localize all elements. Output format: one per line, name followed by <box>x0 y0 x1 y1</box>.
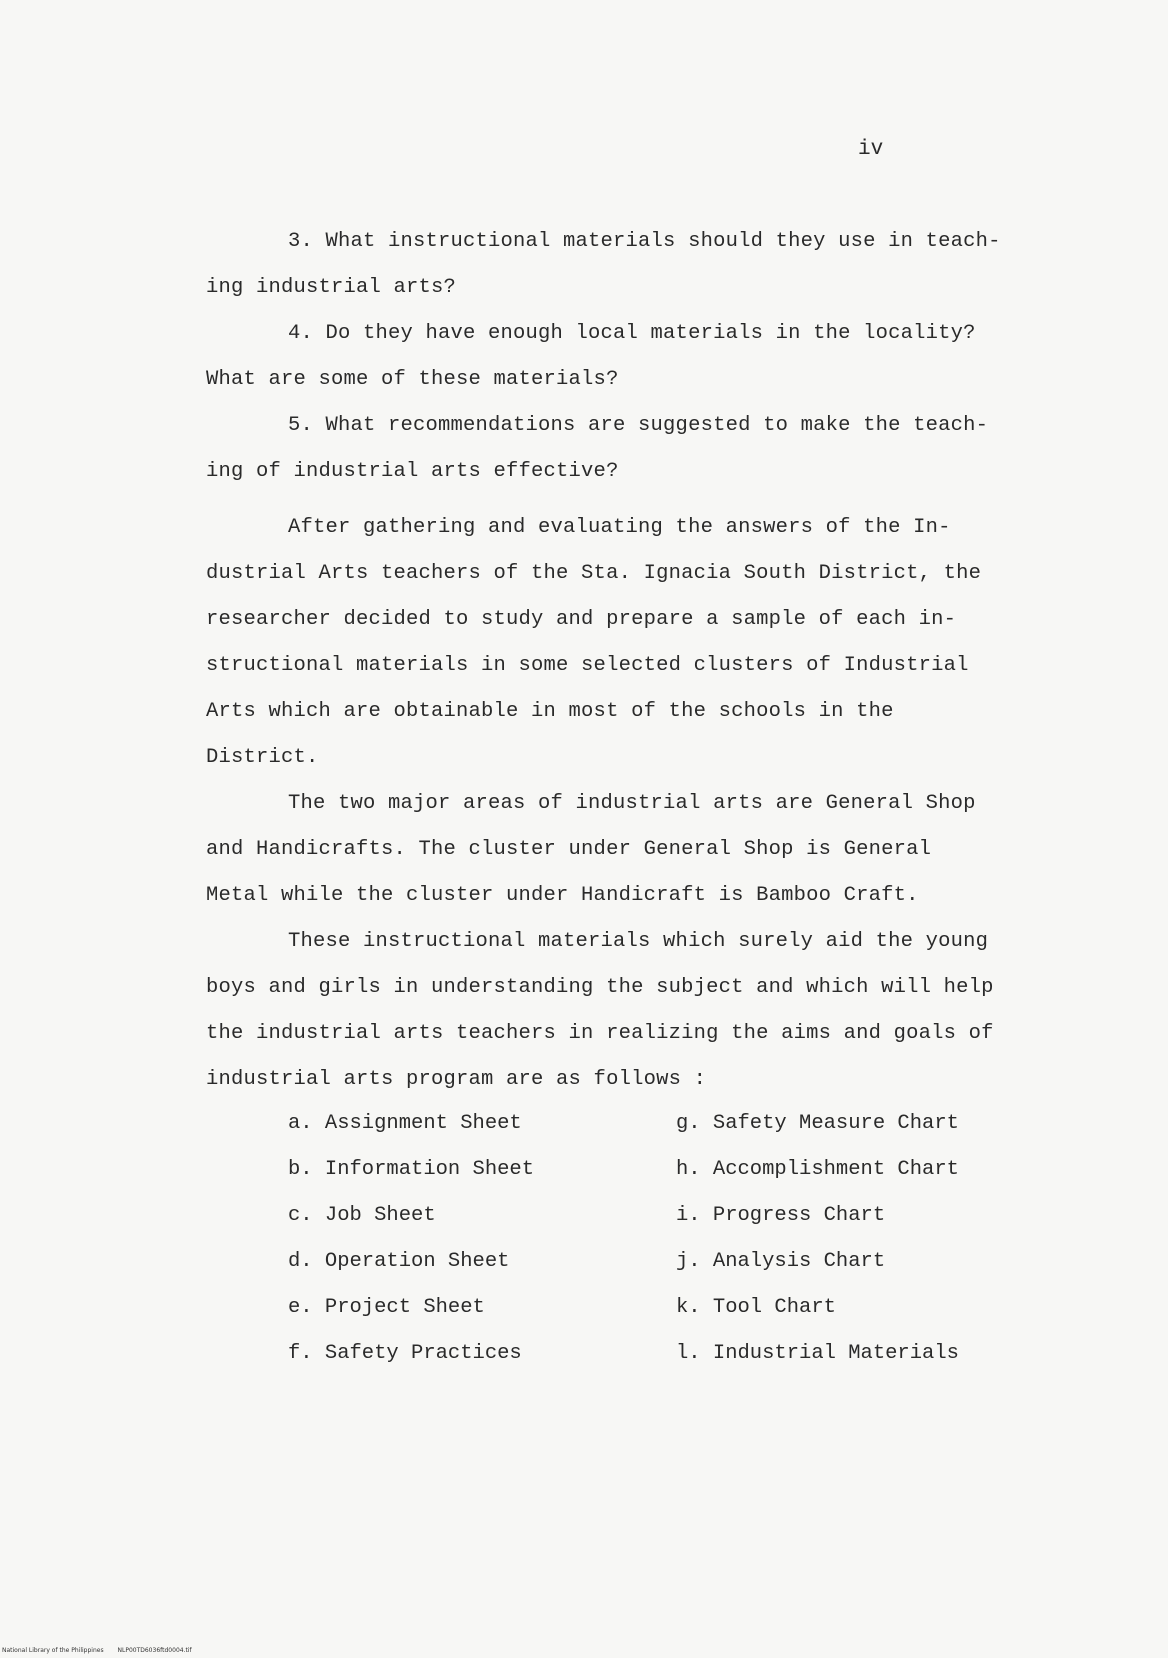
list-item: e. Project Sheet <box>288 1296 485 1319</box>
list-item: g. Safety Measure Chart <box>676 1112 959 1135</box>
para3-line-3: the industrial arts teachers in realizing the aims and goals of <box>206 1022 994 1045</box>
para1-line-6: District. <box>206 746 319 769</box>
para3-line-1: These instructional materials which surely aid the young <box>288 930 989 953</box>
list-item: d. Operation Sheet <box>288 1250 510 1273</box>
para3-line-4: industrial arts program are as follows : <box>206 1068 707 1091</box>
list-item: f. Safety Practices <box>288 1342 522 1365</box>
list-item: k. Tool Chart <box>676 1296 836 1319</box>
list-item: l. Industrial Materials <box>676 1342 959 1365</box>
q5-line-1: 5. What recommendations are suggested to make the teach- <box>288 414 989 437</box>
q3-line-2: ing industrial arts? <box>206 276 457 299</box>
para2-line-3: Metal while the cluster under Handicraft is Bamboo Craft. <box>206 884 919 907</box>
footer-library: National Library of the Philippines <box>2 1647 104 1654</box>
para1-line-5: Arts which are obtainable in most of the schools in the <box>206 700 894 723</box>
page-number: iv <box>858 138 884 161</box>
q5-line-2: ing of industrial arts effective? <box>206 460 619 483</box>
q3-line-1: 3. What instructional materials should they use in teach- <box>288 230 1001 253</box>
para1-line-1: After gathering and evaluating the answers of the In- <box>288 516 951 539</box>
scan-footer <box>2 1647 204 1654</box>
para1-line-4: structional materials in some selected clusters of Industrial <box>206 654 969 677</box>
para2-line-1: The two major areas of industrial arts are General Shop <box>288 792 976 815</box>
list-item: j. Analysis Chart <box>676 1250 886 1273</box>
para1-line-2: dustrial Arts teachers of the Sta. Ignacia South District, the <box>206 562 982 585</box>
para3-line-2: boys and girls in understanding the subject and which will help <box>206 976 994 999</box>
para1-line-3: researcher decided to study and prepare a sample of each in- <box>206 608 957 631</box>
list-item: i. Progress Chart <box>676 1204 886 1227</box>
list-item: b. Information Sheet <box>288 1158 535 1181</box>
para2-line-2: and Handicrafts. The cluster under General Shop is General <box>206 838 932 861</box>
list-item: h. Accomplishment Chart <box>676 1158 959 1181</box>
q4-line-2: What are some of these materials? <box>206 368 619 391</box>
q4-line-1: 4. Do they have enough local materials in the locality? <box>288 322 976 345</box>
list-item: a. Assignment Sheet <box>288 1112 522 1135</box>
footer-file: NLP00TD6036ftd0004.tif <box>117 1647 192 1654</box>
list-item: c. Job Sheet <box>288 1204 436 1227</box>
